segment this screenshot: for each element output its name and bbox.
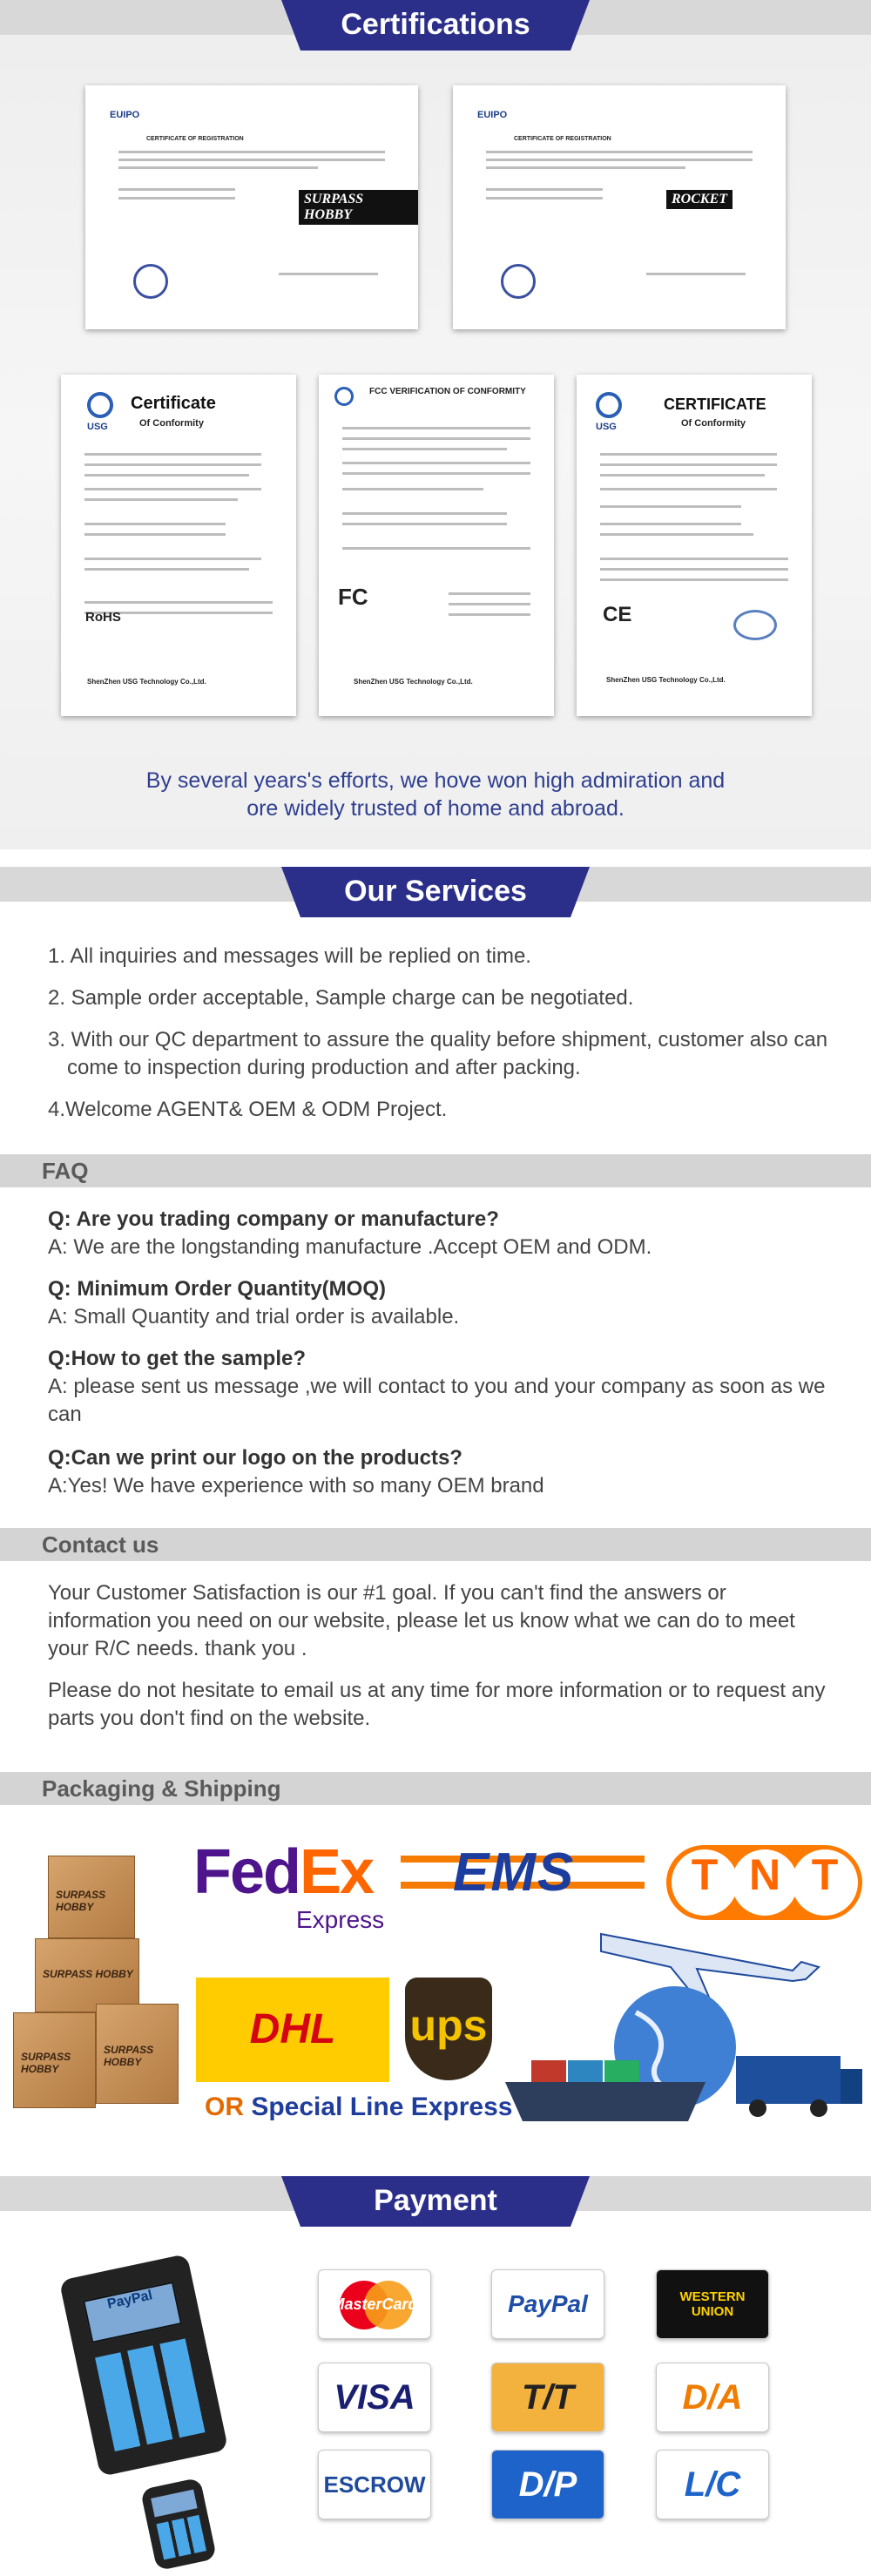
cardboard-box: SURPASS HOBBY: [13, 2012, 96, 2108]
rohs-label: RoHS: [85, 610, 121, 625]
contact-bar: [0, 1528, 871, 1561]
escrow-logo: ESCROW: [318, 2450, 431, 2519]
certifications-caption-line-2: ore widely trusted of home and abroad.: [246, 796, 625, 821]
fcc-certificate: [319, 375, 554, 716]
usg-footer: ShenZhen USG Technology Co.,Ltd.: [87, 678, 206, 686]
payment-title: Payment: [300, 2176, 571, 2227]
truck-icon: [736, 2056, 862, 2117]
fcc-logo: FC: [338, 584, 368, 610]
euipo-certificate-1: [85, 85, 418, 329]
lc-logo: L/C: [656, 2450, 769, 2519]
services-title: Our Services: [300, 867, 571, 917]
usg-footer: ShenZhen USG Technology Co.,Ltd.: [606, 676, 726, 684]
service-item: 3. With our QC department to assure the quality before shipment, customer also can come to inspection during production and after packing.: [48, 1028, 828, 1079]
certificate-subtitle: Of Conformity: [681, 418, 746, 429]
cardboard-box: SURPASS HOBBY: [48, 1856, 135, 1938]
tnt-logo: [666, 1845, 862, 1920]
seal-icon: [133, 264, 168, 299]
contact-paragraph: Your Customer Satisfaction is our #1 goal. If you can't find the answers or information you need on our website, please let us know what we can do to meet your R/C needs. thank you .: [48, 1581, 795, 1660]
terminal-keypad: [95, 2338, 206, 2451]
usg-footer: ShenZhen USG Technology Co.,Ltd.: [354, 678, 473, 686]
faq-answer: A:Yes! We have experience with so many OEM brand: [48, 1474, 544, 1498]
transport-illustration: [505, 1917, 862, 2134]
faq-question: Q:Can we print our logo on the products?: [48, 1446, 463, 1470]
packaging-title: Packaging & Shipping: [42, 1775, 281, 1802]
airplane-icon: [601, 1934, 819, 1999]
service-item: 4.Welcome AGENT& OEM & ODM Project.: [48, 1098, 448, 1121]
faq-question: Q: Are you trading company or manufacture?: [48, 1207, 499, 1231]
faq-bar: [0, 1154, 871, 1187]
faq-answer: A: We are the longstanding manufacture .Accept OEM and ODM.: [48, 1235, 652, 1259]
certificate-subtitle: Of Conformity: [139, 418, 204, 429]
certificate-title: Certificate: [131, 394, 216, 413]
seal-icon: [501, 264, 536, 299]
usg-logo-icon: [334, 387, 354, 406]
fedex-logo: FedEx: [193, 1837, 374, 1907]
euipo-certificate-2: [453, 85, 786, 329]
euipo-heading: CERTIFICATE OF REGISTRATION: [514, 136, 611, 142]
tnt-letter: N: [732, 1849, 798, 1916]
terminal-screen: PayPal: [83, 2282, 182, 2343]
usg-logo-icon: [87, 392, 113, 418]
faq-question: Q:How to get the sample?: [48, 1347, 307, 1370]
euipo-logo: EUIPO: [110, 110, 140, 120]
service-item: 1. All inquiries and messages will be replied on time.: [48, 944, 531, 968]
mastercard-logo: MasterCard: [318, 2269, 431, 2339]
euipo-logo: EUIPO: [477, 110, 508, 120]
usg-logo-icon: [596, 392, 622, 418]
contact-paragraph: Please do not hesitate to email us at any time for more information or to request any parts you don't find on the website.: [48, 1679, 826, 1730]
faq-title: FAQ: [42, 1158, 89, 1184]
usg-logo: USG: [596, 422, 617, 432]
cardboard-box: SURPASS HOBBY: [96, 2004, 179, 2104]
stamp-icon: [733, 610, 777, 640]
faq-answer: A: please sent us message ,we will contact to you and your company as soon as we can: [48, 1375, 826, 1426]
ups-logo: ups: [405, 1978, 492, 2080]
rocket-trademark: ROCKET: [666, 190, 733, 209]
ems-logo: EMS: [453, 1842, 576, 1903]
special-line-express: OR Special Line Express: [205, 2093, 513, 2121]
ce-mark: CE: [603, 603, 632, 626]
surpass-hobby-trademark: SURPASS HOBBY: [299, 190, 418, 225]
certifications-caption-line-1: By several years's efforts, we hove won high admiration and: [145, 768, 726, 793]
usg-logo: USG: [87, 422, 108, 432]
dhl-logo: DHL: [196, 1978, 389, 2082]
euipo-heading: CERTIFICATE OF REGISTRATION: [146, 136, 244, 142]
ce-certificate: [577, 375, 812, 716]
tnt-letter: T: [672, 1849, 738, 1916]
western-union-logo: WESTERN UNION: [656, 2269, 769, 2339]
fcc-title: FCC VERIFICATION OF CONFORMITY: [369, 387, 526, 396]
fedex-express-label: Express: [296, 1906, 385, 1933]
dp-logo: D/P: [491, 2450, 604, 2519]
contact-title: Contact us: [42, 1531, 159, 1558]
da-logo: D/A: [656, 2363, 769, 2432]
faq-answer: A: Small Quantity and trial order is available.: [48, 1305, 460, 1329]
faq-question: Q: Minimum Order Quantity(MOQ): [48, 1277, 386, 1301]
certifications-title: Certifications: [300, 0, 571, 51]
paypal-logo: PayPal: [491, 2269, 604, 2339]
service-item: 2. Sample order acceptable, Sample charge can be negotiated.: [48, 986, 634, 1010]
certificate-caps-title: CERTIFICATE: [664, 396, 766, 413]
packaging-bar: [0, 1772, 871, 1805]
visa-logo: VISA: [318, 2363, 431, 2432]
tt-logo: T/T: [491, 2363, 604, 2432]
tnt-letter: T: [792, 1849, 858, 1916]
usg-certificate: [61, 375, 296, 716]
cardboard-box: SURPASS HOBBY: [35, 1938, 139, 2012]
